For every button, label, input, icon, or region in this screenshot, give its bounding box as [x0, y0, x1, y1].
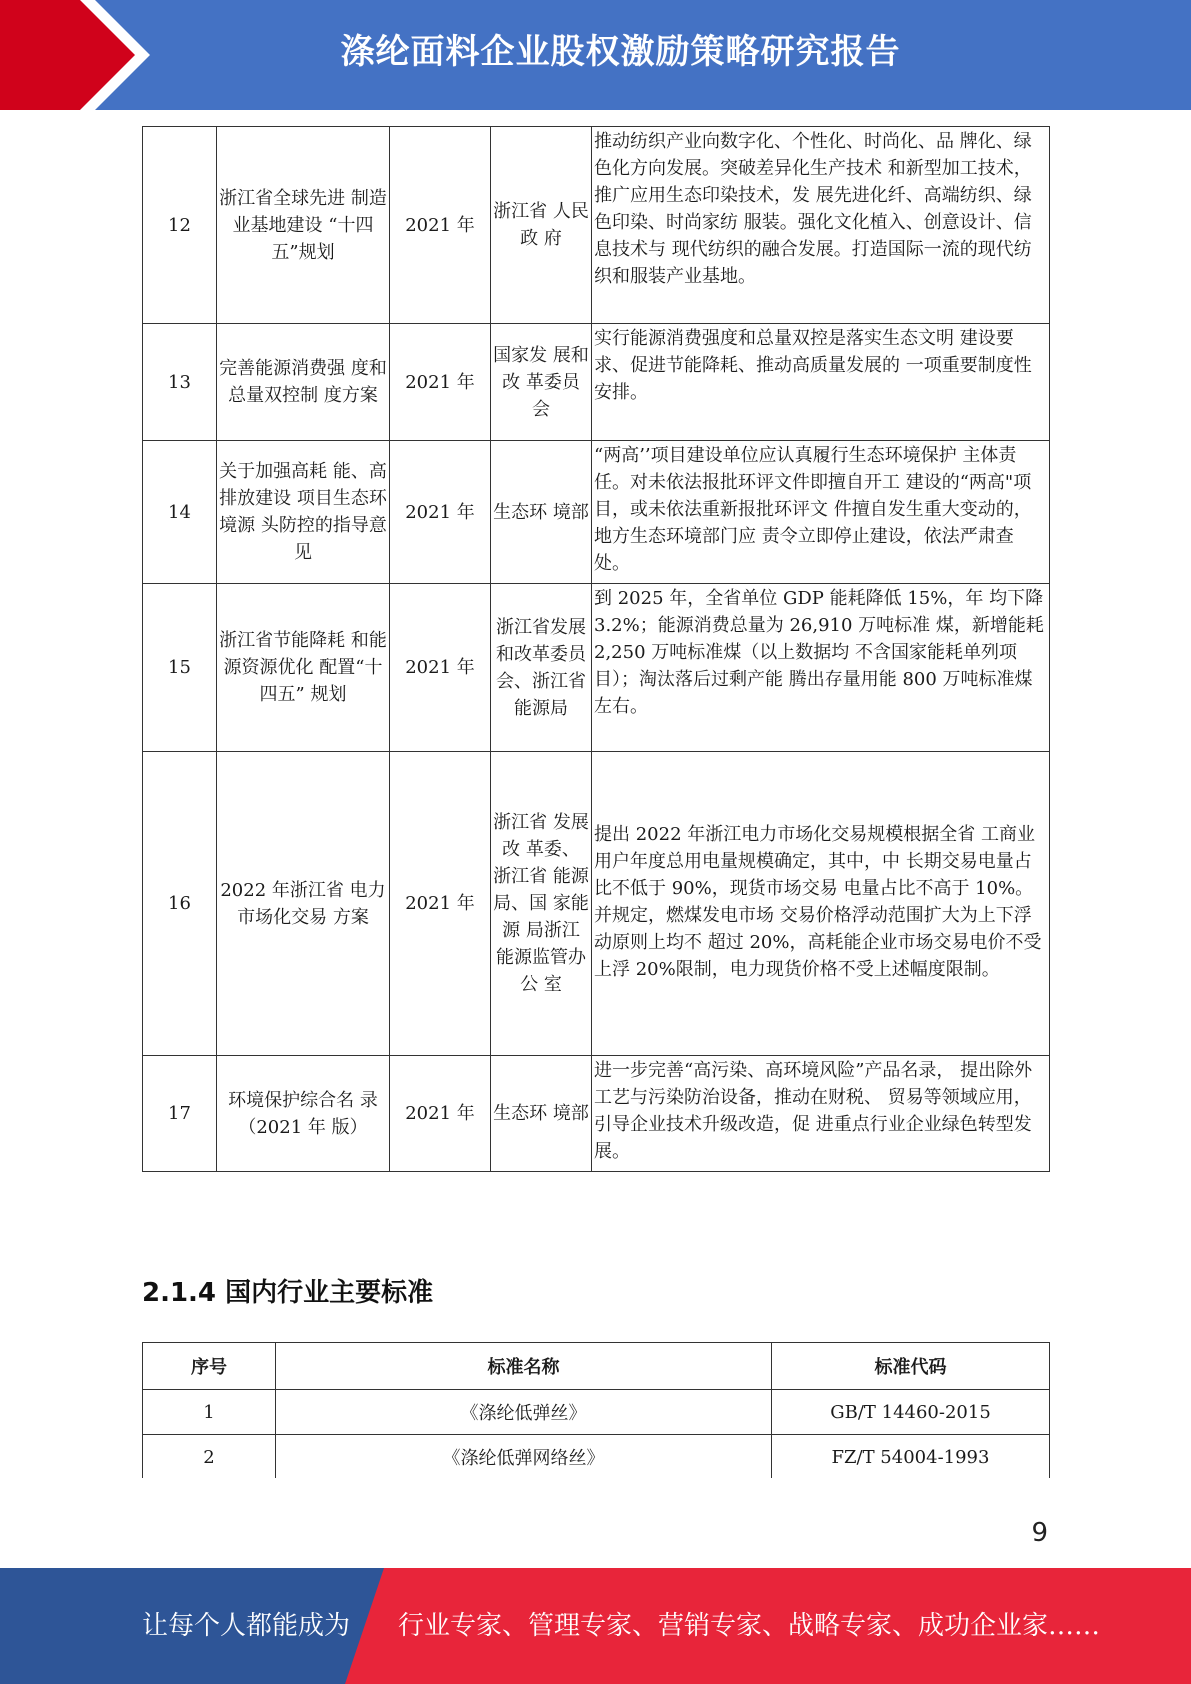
standard-code: GB/T 14460-2015: [772, 1390, 1050, 1435]
policy-department: 浙江省发展和改革委员会、浙江省能源局: [491, 584, 592, 752]
policy-year: 2021 年: [390, 752, 491, 1056]
policy-year: 2021 年: [390, 127, 491, 324]
standards-table: [142, 1342, 1050, 1480]
table-row: [143, 441, 1050, 584]
page-number: 9: [1031, 1518, 1048, 1548]
page-break-mask: [0, 1478, 1191, 1538]
policy-name: 环境保护综合名 录（2021 年 版）: [217, 1056, 390, 1172]
policy-year: 2021 年: [390, 441, 491, 584]
policy-table: [142, 126, 1050, 1172]
standard-number: 2: [143, 1435, 276, 1480]
standard-code: FZ/T 54004-1993: [772, 1435, 1050, 1480]
row-number: 13: [143, 324, 217, 441]
column-header-number: 序号: [143, 1343, 276, 1390]
table-row: [143, 1390, 1050, 1435]
standard-name: 《涤纶低弹丝》: [276, 1390, 772, 1435]
table-row: [143, 584, 1050, 752]
row-number: 16: [143, 752, 217, 1056]
footer-slogan-right: 行业专家、管理专家、营销专家、战略专家、成功企业家……: [398, 1611, 1101, 1641]
footer-slogan-left: 让每个人都能成为: [142, 1611, 351, 1641]
table-row: [143, 324, 1050, 441]
column-header-name: 标准名称: [276, 1343, 772, 1390]
standard-name: 《涤纶低弹网络丝》: [276, 1435, 772, 1480]
column-header-code: 标准代码: [772, 1343, 1050, 1390]
row-number: 12: [143, 127, 217, 324]
table-row: [143, 1435, 1050, 1480]
policy-department: 浙江省 发展改 革委、 浙江省 能源局、国 家能源 局浙江 能源监管办公 室: [491, 752, 592, 1056]
policy-department: 生态环 境部: [491, 1056, 592, 1172]
standard-number: 1: [143, 1390, 276, 1435]
policy-year: 2021 年: [390, 584, 491, 752]
policy-name: 浙江省节能降耗 和能源资源优化 配置“十四五” 规划: [217, 584, 390, 752]
policy-department: 浙江省 人民政 府: [491, 127, 592, 324]
table-row: [143, 127, 1050, 324]
policy-content: 推动纺织产业向数字化、个性化、时尚化、品 牌化、绿色化方向发展。突破差异化生产技术 和新型加工技术，推广应用生态印染技术，发 展先进化纤、高端纺织、绿色印染、时尚家纺 服装。强化文化植入、创意设计、信息技术与 现代纺织的融合发展。打造国际一流的现代纺 织和服装产业基地。: [592, 127, 1050, 324]
policy-content: 到 2025 年，全省单位 GDP 能耗降低 15%，年 均下降 3.2%；能源消费总量为 26,910 万吨标准 煤，新增能耗 2,250 万吨标准煤（以上数据均 不含国家能耗单列项目）；淘汰落后过剩产能 腾出存量用能 800 万吨标准煤左右。: [592, 584, 1050, 752]
table-row: [143, 1056, 1050, 1172]
policy-content: 实行能源消费强度和总量双控是落实生态文明 建设要求、促进节能降耗、推动高质量发展的 一项重要制度性安排。: [592, 324, 1050, 441]
policy-department: 国家发 展和改 革委员 会: [491, 324, 592, 441]
policy-name: 浙江省全球先进 制造业基地建设 “十四五”规划: [217, 127, 390, 324]
policy-name: 关于加强高耗 能、高排放建设 项目生态环境源 头防控的指导意 见: [217, 441, 390, 584]
policy-content: “两高’’项目建设单位应认真履行生态环境保护 主体责任。对未依法报批环评文件即擅自开工 建设的“两高"项目，或未依法重新报批环评文 件擅自发生重大变动的，地方生态环境部门应 责令立即停止建设，依法严肃查处。: [592, 441, 1050, 584]
policy-content: 提出 2022 年浙江电力市场化交易规模根据全省 工商业用户年度总用电量规模确定，其中，中 长期交易电量占比不低于 90%，现货市场交易 电量占比不高于 10%。并规定，燃煤发电市场 交易价格浮动范围扩大为上下浮动原则上均不 超过 20%，高耗能企业市场交易电价不受上浮 20%限制，电力现货价格不受上述幅度限制。: [592, 752, 1050, 1056]
policy-year: 2021 年: [390, 324, 491, 441]
table-header-row: [143, 1343, 1050, 1390]
policy-name: 2022 年浙江省 电力市场化交易 方案: [217, 752, 390, 1056]
policy-content: 进一步完善“高污染、高环境风险”产品名录， 提出除外工艺与污染防治设备，推动在财税、 贸易等领域应用，引导企业技术升级改造，促 进重点行业企业绿色转型发展。: [592, 1056, 1050, 1172]
report-title: 涤纶面料企业股权激励策略研究报告: [340, 32, 901, 72]
policy-department: 生态环 境部: [491, 441, 592, 584]
row-number: 14: [143, 441, 217, 584]
table-row: [143, 752, 1050, 1056]
row-number: 15: [143, 584, 217, 752]
page-header: [0, 0, 1191, 110]
page-footer: [0, 1568, 1191, 1684]
policy-year: 2021 年: [390, 1056, 491, 1172]
section-heading: 2.1.4 国内行业主要标准: [142, 1278, 434, 1308]
row-number: 17: [143, 1056, 217, 1172]
policy-name: 完善能源消费强 度和总量双控制 度方案: [217, 324, 390, 441]
